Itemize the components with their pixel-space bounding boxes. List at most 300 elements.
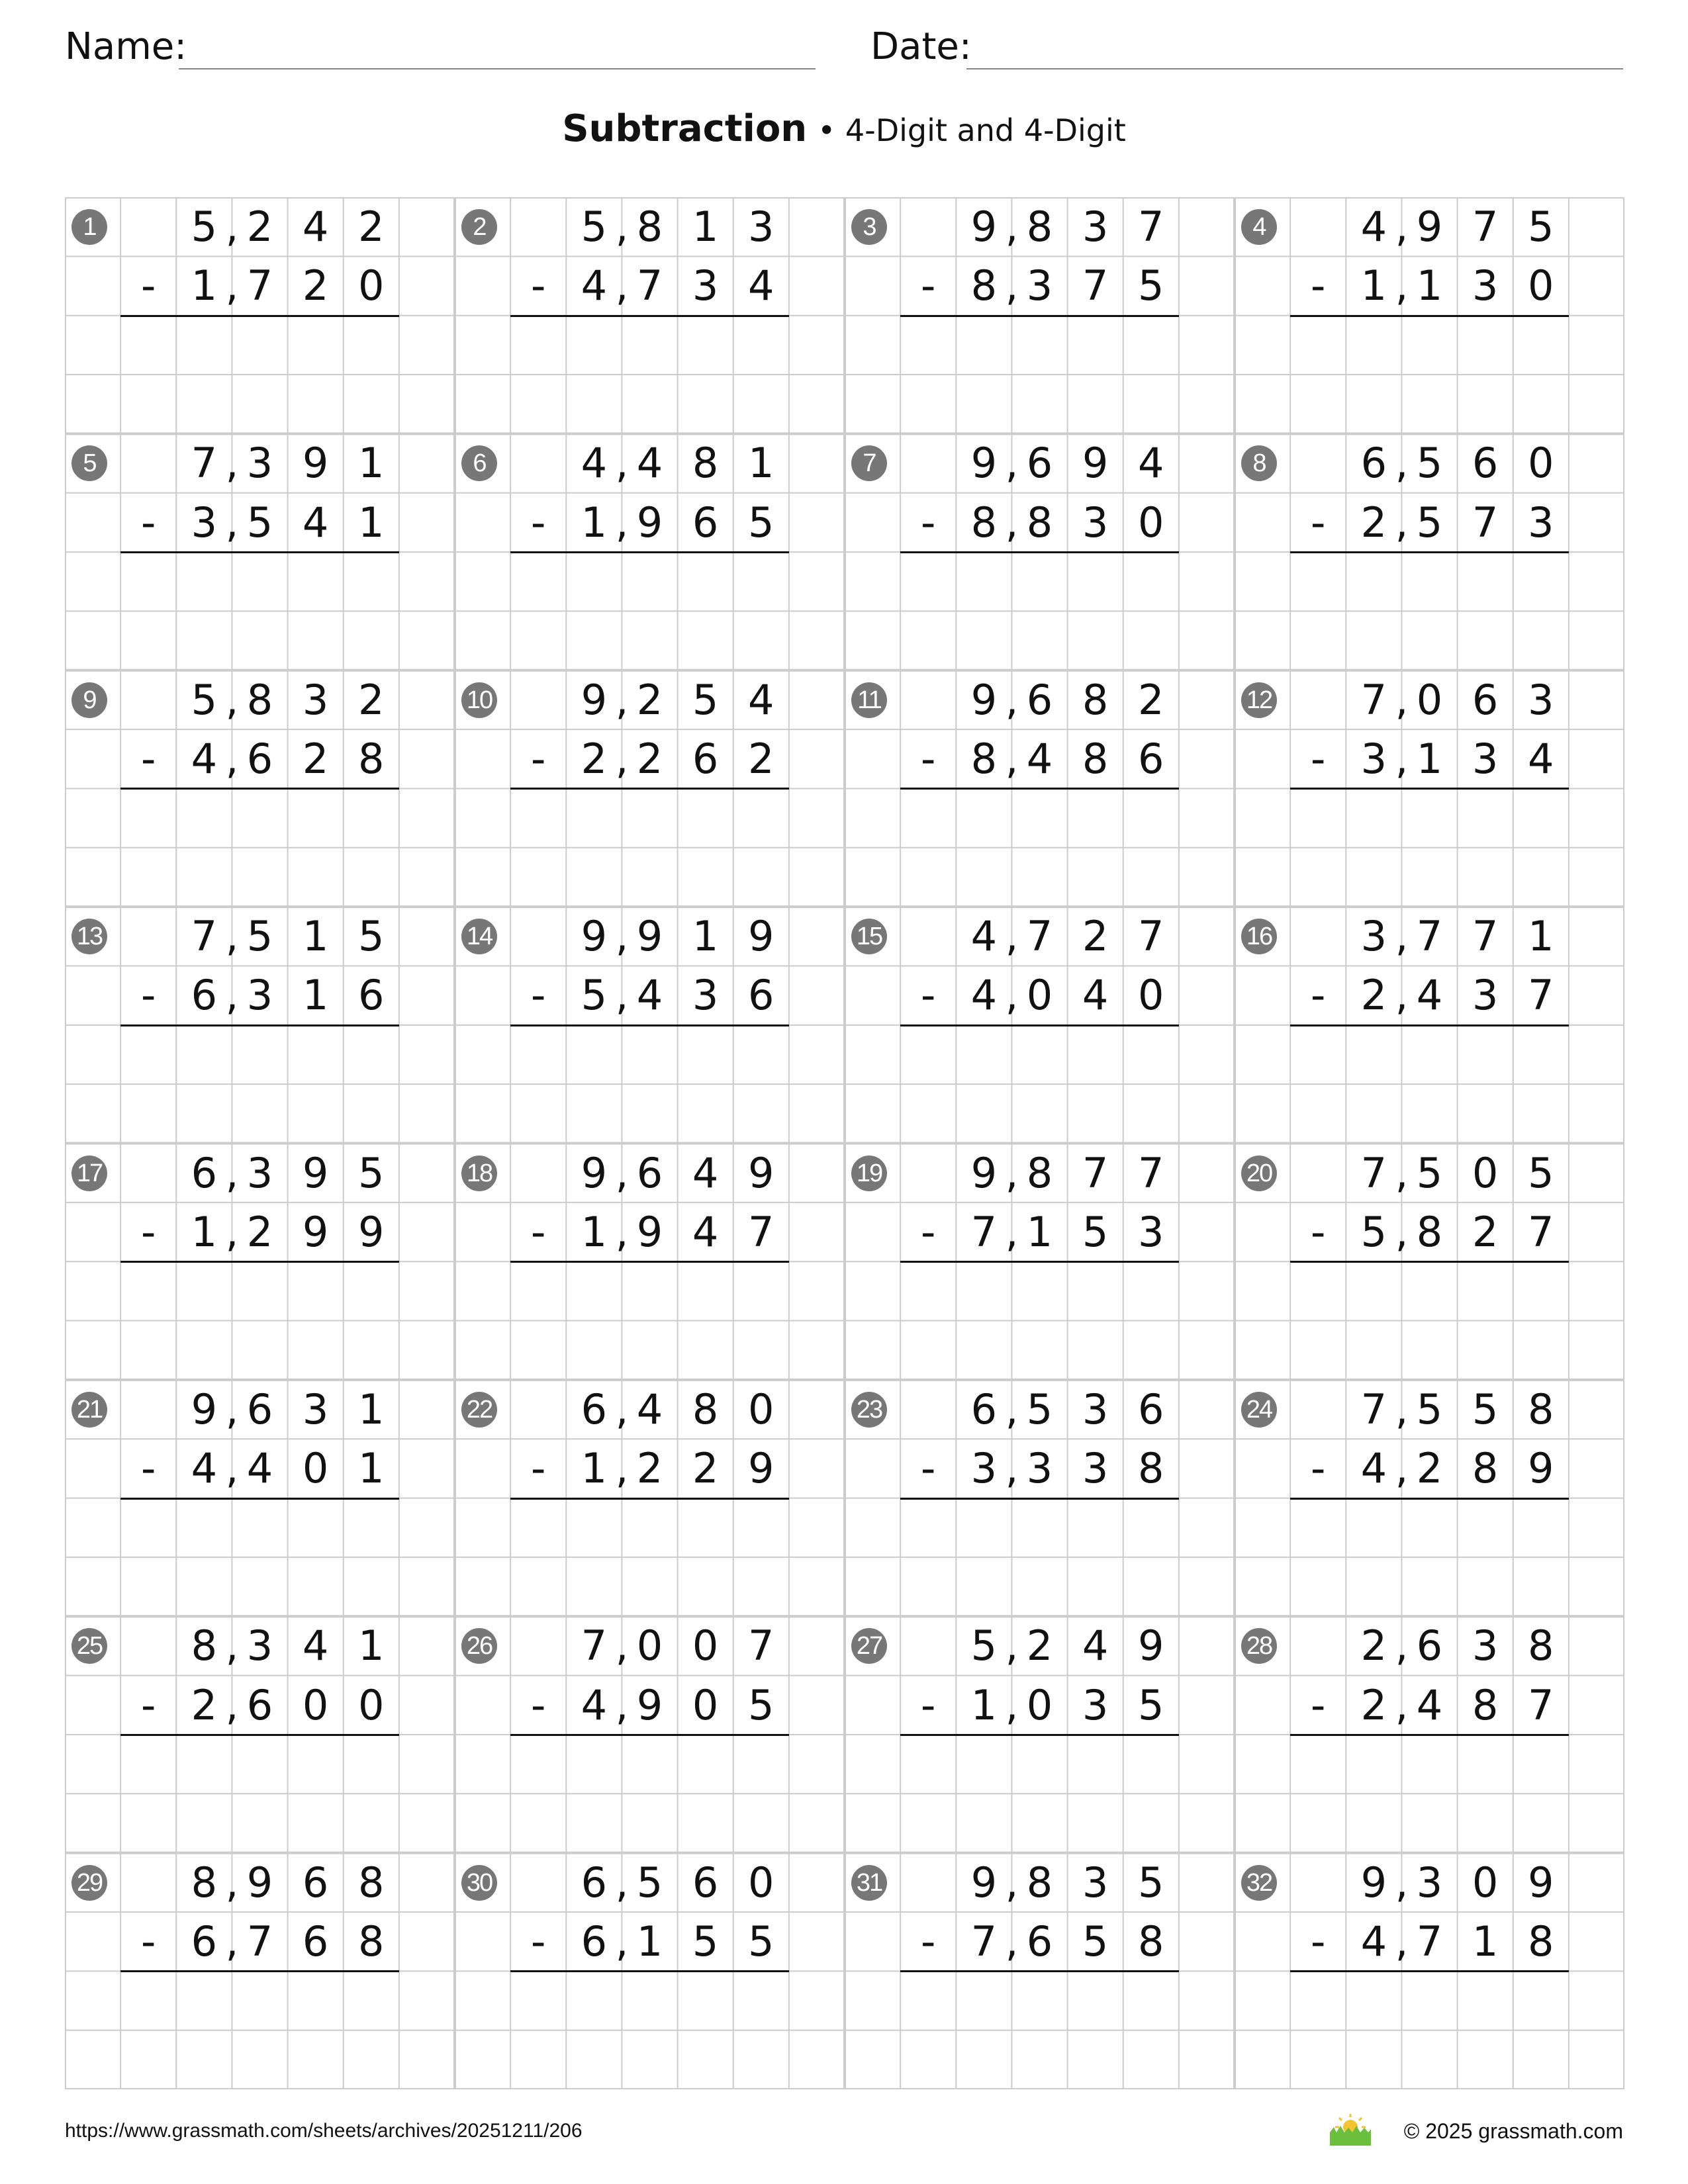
- subtrahend-digit: 6: [191, 1917, 218, 1966]
- subtrahend-thousands-comma: ,: [225, 1444, 239, 1493]
- minuend-digit: 1: [358, 439, 385, 488]
- problem-number-badge: 20: [1241, 1156, 1277, 1191]
- minus-sign: -: [531, 1917, 546, 1966]
- subtrahend-digit: 5: [692, 1917, 719, 1966]
- answer-area[interactable]: [510, 552, 789, 670]
- minuend-thousands-comma: ,: [1005, 675, 1019, 724]
- answer-area[interactable]: [900, 552, 1179, 670]
- subtrahend-digit: 1: [636, 1917, 663, 1966]
- subtrahend-thousands-comma: ,: [615, 1207, 629, 1256]
- minuend-thousands-comma: ,: [1395, 1858, 1409, 1907]
- subtrahend-digit: 6: [191, 971, 218, 1020]
- minuend-digit: 1: [748, 439, 774, 488]
- answer-area[interactable]: [900, 316, 1179, 434]
- answer-area[interactable]: [510, 788, 789, 907]
- problem-2: [455, 197, 845, 433]
- answer-area[interactable]: [120, 1971, 399, 2089]
- problem-number-badge: 2: [461, 209, 497, 245]
- minuend-digit: 8: [1026, 1858, 1053, 1907]
- subtrahend-thousands-comma: ,: [1005, 498, 1019, 547]
- subtrahend-digit: 1: [191, 1207, 218, 1256]
- subtrahend-digit: 5: [246, 498, 273, 547]
- minuend-digit: 0: [636, 1621, 663, 1670]
- problem-27: [845, 1616, 1235, 1852]
- minuend-digit: 5: [1472, 1385, 1499, 1433]
- problem-number-badge: 13: [71, 919, 107, 954]
- subtrahend-digit: 5: [1082, 1917, 1109, 1966]
- problem-number-badge: 3: [851, 209, 887, 245]
- subtrahend-digit: 2: [302, 735, 329, 784]
- minuend-digit: 9: [1360, 1858, 1387, 1907]
- subtrahend-digit: 8: [1528, 1917, 1554, 1966]
- minuend-digit: 9: [581, 675, 608, 724]
- subtrahend-digit: 4: [1360, 1917, 1387, 1966]
- minuend-thousands-comma: ,: [1005, 1385, 1019, 1433]
- minuend-digit: 3: [1472, 1621, 1499, 1670]
- answer-area[interactable]: [510, 1498, 789, 1617]
- minuend-digit: 7: [1026, 912, 1053, 961]
- subtrahend-digit: 7: [970, 1207, 998, 1256]
- minus-sign: -: [921, 1680, 936, 1729]
- problem-number-badge: 11: [851, 682, 887, 718]
- minuend-thousands-comma: ,: [1395, 912, 1409, 961]
- answer-area[interactable]: [510, 1971, 789, 2089]
- problem-number-badge: 10: [461, 682, 497, 718]
- subtrahend-digit: 0: [358, 261, 385, 310]
- minuend-digit: 4: [692, 1148, 719, 1197]
- subtrahend-digit: 4: [302, 498, 329, 547]
- minus-sign: -: [921, 261, 936, 310]
- minuend-digit: 8: [246, 675, 273, 724]
- subtrahend-digit: 2: [636, 1444, 663, 1493]
- minus-sign: -: [141, 1917, 156, 1966]
- subtrahend-digit: 4: [970, 971, 998, 1020]
- minuend-digit: 9: [970, 675, 998, 724]
- subtrahend-digit: 5: [748, 1680, 774, 1729]
- minuend-digit: 8: [358, 1858, 385, 1907]
- minus-sign: -: [921, 971, 936, 1020]
- answer-area[interactable]: [900, 1498, 1179, 1617]
- subtrahend-digit: 9: [636, 1680, 663, 1729]
- answer-area[interactable]: [900, 788, 1179, 907]
- answer-area[interactable]: [1290, 1261, 1569, 1380]
- minuend-digit: 9: [748, 912, 774, 961]
- minuend-thousands-comma: ,: [1395, 203, 1409, 251]
- subtrahend-digit: 4: [1360, 1444, 1387, 1493]
- subtrahend-digit: 2: [581, 735, 608, 784]
- subtrahend-digit: 3: [692, 261, 719, 310]
- minuend-digit: 6: [581, 1385, 608, 1433]
- minuend-digit: 2: [1360, 1621, 1387, 1670]
- subtrahend-digit: 5: [1082, 1207, 1109, 1256]
- subtrahend-digit: 8: [1138, 1444, 1164, 1493]
- subtrahend-thousands-comma: ,: [615, 261, 629, 310]
- minuend-thousands-comma: ,: [1005, 1621, 1019, 1670]
- subtrahend-thousands-comma: ,: [1005, 1207, 1019, 1256]
- answer-area[interactable]: [900, 1735, 1179, 1853]
- subtrahend-digit: 8: [970, 261, 998, 310]
- subtrahend-digit: 4: [636, 971, 663, 1020]
- subtrahend-thousands-comma: ,: [1395, 971, 1409, 1020]
- subtrahend-digit: 3: [1082, 498, 1109, 547]
- subtrahend-digit: 8: [1026, 498, 1053, 547]
- subtrahend-digit: 8: [1472, 1444, 1499, 1493]
- answer-area[interactable]: [900, 1261, 1179, 1380]
- minuend-digit: 5: [636, 1858, 663, 1907]
- minuend-thousands-comma: ,: [225, 1858, 239, 1907]
- subtrahend-digit: 1: [1026, 1207, 1053, 1256]
- subtrahend-digit: 9: [748, 1444, 774, 1493]
- subtrahend-digit: 6: [246, 735, 273, 784]
- minus-sign: -: [1311, 735, 1326, 784]
- problem-7: [845, 433, 1235, 670]
- minus-sign: -: [1311, 1917, 1326, 1966]
- problem-15: [845, 907, 1235, 1143]
- minuend-digit: 9: [1082, 439, 1109, 488]
- problem-number-badge: 24: [1241, 1392, 1277, 1428]
- minus-sign: -: [1311, 498, 1326, 547]
- subtrahend-thousands-comma: ,: [1395, 261, 1409, 310]
- subtrahend-digit: 4: [1416, 1680, 1443, 1729]
- answer-area[interactable]: [510, 1261, 789, 1380]
- problem-19: [845, 1144, 1235, 1380]
- answer-area[interactable]: [1290, 788, 1569, 907]
- minuend-thousands-comma: ,: [1005, 912, 1019, 961]
- subtrahend-digit: 4: [1416, 971, 1443, 1020]
- answer-area[interactable]: [120, 1498, 399, 1617]
- subtrahend-digit: 4: [1026, 735, 1053, 784]
- subtrahend-digit: 4: [191, 735, 218, 784]
- minus-sign: -: [1311, 261, 1326, 310]
- minuend-digit: 7: [1360, 675, 1387, 724]
- subtrahend-digit: 3: [191, 498, 218, 547]
- subtrahend-digit: 2: [1360, 1680, 1387, 1729]
- minuend-digit: 9: [970, 203, 998, 251]
- minuend-digit: 7: [1360, 1148, 1387, 1197]
- answer-area[interactable]: [1290, 1971, 1569, 2089]
- problem-number-badge: 27: [851, 1628, 887, 1664]
- answer-area[interactable]: [1290, 552, 1569, 670]
- subtrahend-thousands-comma: ,: [225, 735, 239, 784]
- minuend-digit: 7: [1360, 1385, 1387, 1433]
- minus-sign: -: [141, 1444, 156, 1493]
- minuend-digit: 9: [748, 1148, 774, 1197]
- subtrahend-digit: 2: [1360, 971, 1387, 1020]
- minus-sign: -: [921, 1207, 936, 1256]
- minuend-digit: 9: [1138, 1621, 1164, 1670]
- minus-sign: -: [1311, 1444, 1326, 1493]
- subtrahend-thousands-comma: ,: [615, 971, 629, 1020]
- subtrahend-thousands-comma: ,: [615, 1680, 629, 1729]
- minuend-thousands-comma: ,: [1005, 1148, 1019, 1197]
- subtrahend-digit: 2: [302, 261, 329, 310]
- answer-area[interactable]: [900, 1025, 1179, 1144]
- minuend-digit: 3: [748, 203, 774, 251]
- subtrahend-digit: 5: [1138, 261, 1164, 310]
- subtrahend-digit: 3: [1528, 498, 1554, 547]
- subtrahend-digit: 6: [302, 1917, 329, 1966]
- minuend-digit: 8: [1082, 675, 1109, 724]
- minus-sign: -: [1311, 1207, 1326, 1256]
- minuend-thousands-comma: ,: [615, 912, 629, 961]
- subtrahend-thousands-comma: ,: [1395, 1207, 1409, 1256]
- subtrahend-digit: 3: [1082, 1444, 1109, 1493]
- minuend-digit: 9: [970, 1858, 998, 1907]
- minus-sign: -: [921, 498, 936, 547]
- subtrahend-thousands-comma: ,: [225, 1917, 239, 1966]
- minuend-digit: 6: [302, 1858, 329, 1907]
- minuend-digit: 8: [191, 1621, 218, 1670]
- minuend-digit: 1: [358, 1621, 385, 1670]
- subtrahend-digit: 2: [692, 1444, 719, 1493]
- subtrahend-digit: 5: [581, 971, 608, 1020]
- subtrahend-digit: 7: [1082, 261, 1109, 310]
- problem-number-badge: 32: [1241, 1865, 1277, 1901]
- problem-number-badge: 26: [461, 1628, 497, 1664]
- answer-area[interactable]: [1290, 316, 1569, 434]
- minuend-digit: 5: [358, 1148, 385, 1197]
- minuend-digit: 4: [1138, 439, 1164, 488]
- minus-sign: -: [531, 971, 546, 1020]
- answer-area[interactable]: [900, 1971, 1179, 2089]
- subtrahend-digit: 1: [358, 498, 385, 547]
- answer-area[interactable]: [510, 1025, 789, 1144]
- minuend-digit: 6: [1472, 675, 1499, 724]
- minuend-digit: 5: [1416, 439, 1443, 488]
- minuend-digit: 7: [581, 1621, 608, 1670]
- problem-10: [455, 670, 845, 907]
- subtrahend-digit: 0: [358, 1680, 385, 1729]
- answer-area[interactable]: [1290, 1735, 1569, 1853]
- subtrahend-digit: 1: [1472, 1917, 1499, 1966]
- minuend-digit: 4: [748, 675, 774, 724]
- minuend-thousands-comma: ,: [1395, 1148, 1409, 1197]
- subtrahend-digit: 7: [246, 1917, 273, 1966]
- minuend-digit: 7: [1138, 912, 1164, 961]
- minuend-digit: 9: [246, 1858, 273, 1907]
- minuend-digit: 5: [692, 675, 719, 724]
- minuend-digit: 7: [1472, 912, 1499, 961]
- minuend-digit: 2: [1082, 912, 1109, 961]
- minuend-digit: 5: [1138, 1858, 1164, 1907]
- subtrahend-digit: 7: [1472, 498, 1499, 547]
- problem-number-badge: 19: [851, 1156, 887, 1191]
- problem-30: [455, 1853, 845, 2089]
- subtrahend-digit: 6: [692, 735, 719, 784]
- minuend-digit: 0: [692, 1621, 719, 1670]
- problem-1: [65, 197, 455, 433]
- subtrahend-digit: 9: [1528, 1444, 1554, 1493]
- problem-16: [1235, 907, 1624, 1143]
- minus-sign: -: [1311, 971, 1326, 1020]
- minus-sign: -: [141, 971, 156, 1020]
- minuend-digit: 5: [581, 203, 608, 251]
- minuend-digit: 3: [1082, 203, 1109, 251]
- problem-number-badge: 23: [851, 1392, 887, 1428]
- minuend-digit: 9: [581, 1148, 608, 1197]
- problem-22: [455, 1380, 845, 1616]
- minuend-thousands-comma: ,: [615, 1385, 629, 1433]
- minuend-thousands-comma: ,: [1005, 203, 1019, 251]
- minuend-digit: 7: [1416, 912, 1443, 961]
- problem-8: [1235, 433, 1624, 670]
- minus-sign: -: [531, 498, 546, 547]
- problem-number-badge: 18: [461, 1156, 497, 1191]
- subtrahend-digit: 8: [1472, 1680, 1499, 1729]
- subtrahend-digit: 8: [1138, 1917, 1164, 1966]
- subtrahend-digit: 2: [636, 735, 663, 784]
- subtrahend-thousands-comma: ,: [1395, 498, 1409, 547]
- subtrahend-thousands-comma: ,: [1395, 1444, 1409, 1493]
- subtrahend-digit: 7: [1528, 971, 1554, 1020]
- answer-area[interactable]: [510, 1735, 789, 1853]
- subtrahend-digit: 5: [748, 498, 774, 547]
- date-field-line[interactable]: [966, 68, 1623, 69]
- minuend-digit: 1: [358, 1385, 385, 1433]
- problem-3: [845, 197, 1235, 433]
- footer-copyright: © 2025 grassmath.com: [1403, 2119, 1623, 2143]
- subtrahend-digit: 9: [302, 1207, 329, 1256]
- subtrahend-digit: 8: [1082, 735, 1109, 784]
- name-field-line[interactable]: [179, 68, 816, 69]
- worksheet-grid: [65, 197, 1624, 2089]
- minuend-digit: 6: [1026, 439, 1053, 488]
- answer-area[interactable]: [120, 1735, 399, 1853]
- subtrahend-digit: 4: [692, 1207, 719, 1256]
- minuend-digit: 8: [636, 203, 663, 251]
- minuend-thousands-comma: ,: [1395, 675, 1409, 724]
- problem-number-badge: 15: [851, 919, 887, 954]
- subtrahend-digit: 2: [246, 1207, 273, 1256]
- minuend-digit: 3: [1360, 912, 1387, 961]
- minuend-digit: 0: [1416, 675, 1443, 724]
- subtrahend-digit: 2: [191, 1680, 218, 1729]
- problem-9: [65, 670, 455, 907]
- subtrahend-digit: 8: [970, 735, 998, 784]
- problem-5: [65, 433, 455, 670]
- minuend-digit: 7: [1138, 203, 1164, 251]
- minus-sign: -: [141, 1680, 156, 1729]
- minuend-digit: 4: [636, 439, 663, 488]
- minuend-digit: 3: [1082, 1858, 1109, 1907]
- answer-area[interactable]: [510, 316, 789, 434]
- subtrahend-digit: 0: [1026, 1680, 1053, 1729]
- subtrahend-digit: 0: [302, 1680, 329, 1729]
- minuend-digit: 7: [191, 439, 218, 488]
- minuend-thousands-comma: ,: [1395, 1621, 1409, 1670]
- subtrahend-digit: 1: [358, 1444, 385, 1493]
- problem-number-badge: 29: [71, 1865, 107, 1901]
- minuend-digit: 6: [1416, 1621, 1443, 1670]
- subtrahend-digit: 1: [581, 1444, 608, 1493]
- minus-sign: -: [141, 261, 156, 310]
- minuend-digit: 3: [246, 1621, 273, 1670]
- problem-number-badge: 5: [71, 445, 107, 481]
- minus-sign: -: [141, 1207, 156, 1256]
- problem-number-badge: 7: [851, 445, 887, 481]
- subtrahend-digit: 6: [748, 971, 774, 1020]
- answer-area[interactable]: [120, 1025, 399, 1144]
- minuend-digit: 9: [970, 1148, 998, 1197]
- subtrahend-digit: 9: [358, 1207, 385, 1256]
- minuend-digit: 3: [302, 1385, 329, 1433]
- subtrahend-digit: 6: [581, 1917, 608, 1966]
- subtrahend-thousands-comma: ,: [615, 1917, 629, 1966]
- subtrahend-thousands-comma: ,: [1395, 735, 1409, 784]
- subtrahend-digit: 6: [358, 971, 385, 1020]
- problem-12: [1235, 670, 1624, 907]
- minuend-digit: 8: [1528, 1621, 1554, 1670]
- minuend-digit: 2: [636, 675, 663, 724]
- problem-26: [455, 1616, 845, 1852]
- subtrahend-digit: 0: [1026, 971, 1053, 1020]
- minuend-digit: 9: [191, 1385, 218, 1433]
- minus-sign: -: [141, 498, 156, 547]
- minuend-digit: 4: [970, 912, 998, 961]
- subtrahend-digit: 3: [246, 971, 273, 1020]
- minuend-thousands-comma: ,: [225, 912, 239, 961]
- problem-25: [65, 1616, 455, 1852]
- minuend-digit: 7: [1472, 203, 1499, 251]
- subtrahend-digit: 0: [692, 1680, 719, 1729]
- minus-sign: -: [921, 1917, 936, 1966]
- minuend-digit: 9: [1416, 203, 1443, 251]
- minuend-digit: 4: [1082, 1621, 1109, 1670]
- answer-area[interactable]: [120, 1261, 399, 1380]
- problem-number-badge: 25: [71, 1628, 107, 1664]
- answer-area[interactable]: [120, 316, 399, 434]
- minuend-digit: 6: [692, 1858, 719, 1907]
- minuend-digit: 1: [692, 203, 719, 251]
- answer-area[interactable]: [120, 788, 399, 907]
- subtrahend-thousands-comma: ,: [615, 735, 629, 784]
- subtrahend-digit: 3: [1360, 735, 1387, 784]
- minuend-digit: 3: [1416, 1858, 1443, 1907]
- minuend-digit: 0: [1472, 1148, 1499, 1197]
- subtrahend-thousands-comma: ,: [225, 1680, 239, 1729]
- footer-url: https://www.grassmath.com/sheets/archives/20251211/206: [65, 2120, 583, 2142]
- answer-area[interactable]: [1290, 1025, 1569, 1144]
- minuend-digit: 2: [358, 675, 385, 724]
- problem-number-badge: 14: [461, 919, 497, 954]
- subtrahend-digit: 4: [191, 1444, 218, 1493]
- problem-number-badge: 8: [1241, 445, 1277, 481]
- minuend-thousands-comma: ,: [1395, 439, 1409, 488]
- minuend-thousands-comma: ,: [615, 1621, 629, 1670]
- minuend-digit: 1: [1528, 912, 1554, 961]
- answer-area[interactable]: [120, 552, 399, 670]
- minuend-digit: 9: [970, 439, 998, 488]
- minuend-digit: 5: [1416, 1385, 1443, 1433]
- minuend-digit: 4: [636, 1385, 663, 1433]
- minuend-digit: 8: [191, 1858, 218, 1907]
- subtrahend-digit: 1: [581, 498, 608, 547]
- minuend-thousands-comma: ,: [225, 203, 239, 251]
- minuend-digit: 6: [191, 1148, 218, 1197]
- subtrahend-thousands-comma: ,: [1005, 261, 1019, 310]
- subtrahend-digit: 1: [1416, 261, 1443, 310]
- problem-31: [845, 1853, 1235, 2089]
- problem-number-badge: 1: [71, 209, 107, 245]
- subtrahend-thousands-comma: ,: [225, 498, 239, 547]
- subtrahend-digit: 3: [1026, 1444, 1053, 1493]
- minuend-digit: 8: [1026, 203, 1053, 251]
- minuend-digit: 8: [1026, 1148, 1053, 1197]
- problem-32: [1235, 1853, 1624, 2089]
- minuend-thousands-comma: ,: [225, 675, 239, 724]
- minuend-digit: 8: [692, 1385, 719, 1433]
- answer-area[interactable]: [1290, 1498, 1569, 1617]
